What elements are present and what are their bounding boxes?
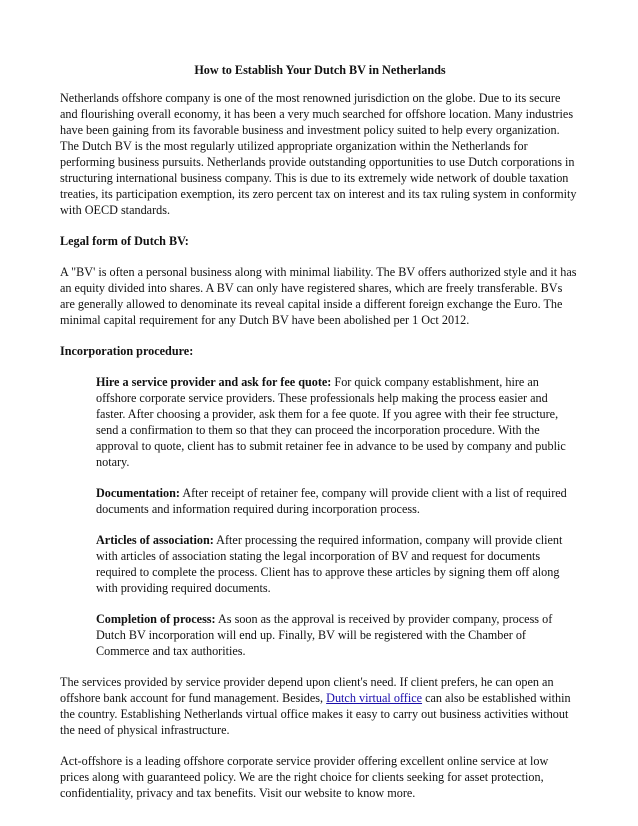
step-label: Documentation:: [96, 486, 180, 500]
services-text-end: can also be established within the country. Establishing Netherlands virtual office makes it easy to carry out business activities without the need of physical infrastructure.: [60, 691, 571, 737]
incorporation-heading: Incorporation procedure:: [60, 344, 194, 358]
step-text: After processing the required information, company will provide client with articles of association stating the legal incorporation of BV and request for documents required to complete the process. Client has to approve these articles by signing them off along with providing required documents.: [96, 533, 563, 595]
closing-paragraph: Act-offshore is a leading offshore corporate service provider offering excellent online service at low prices along with guaranteed policy. We are the right choice for clients seeking for asset protection, confidentiality, privacy and tax benefits. Visit our website to know more.: [60, 754, 549, 800]
intro-paragraph: Netherlands offshore company is one of the most renowned jurisdiction on the globe. Due to its secure and flourishing overall economy, it has been a very much searched for offshore location. Many industries have been gaining from its favorable business and investment policy suited to help every organization. The Dutch BV is the most regularly utilized appropriate organization within the Netherlands for performing business pursuits. Netherlands provide outstanding opportunities to use Dutch corporations in structuring international business company. This is due to its extremely wide network of double taxation treaties, its participation exemption, its zero percent tax on interest and its tax ruling system in conformity with OECD standards.: [60, 91, 577, 217]
list-item: [60, 374, 580, 470]
step-text: For quick company establishment, hire an offshore corporate service providers. These professionals help making the process easier and faster. After choosing a provider, ask them for a fee quote. If you agree with their fee structure, send a confirmation to them so that they can proceed the incorporation procedure. With the approval to quote, client has to submit retainer fee in advance to be used by company and public notary.: [96, 375, 566, 469]
list-item: [60, 485, 580, 517]
step-label: Completion of process:: [96, 612, 216, 626]
legal-form-heading: Legal form of Dutch BV:: [60, 234, 189, 248]
services-paragraph: [60, 674, 580, 738]
document-title: How to Establish Your Dutch BV in Netherlands: [194, 63, 446, 77]
legal-form-paragraph: A "BV' is often a personal business along with minimal liability. The BV offers authorized style and it has an equity divided into shares. A BV can only have registered shares, which are freely transferable. BVs are generally allowed to denominate its reveal capital inside a different foreign exchange the Euro. The minimal capital requirement for any Dutch BV have been abolished per 1 Oct 2012.: [60, 265, 577, 327]
incorporation-steps-list: [60, 374, 580, 659]
step-label: Articles of association:: [96, 533, 214, 547]
list-item: [60, 532, 580, 596]
step-label: Hire a service provider and ask for fee quote:: [96, 375, 332, 389]
list-item: [60, 611, 580, 659]
step-text: After receipt of retainer fee, company will provide client with a list of required documents and information required during incorporation process.: [96, 486, 567, 516]
dutch-virtual-office-link[interactable]: Dutch virtual office: [326, 691, 423, 705]
services-text-start: The services provided by service provider depend upon client's need. If client prefers, he can open an offshore bank account for fund management. Besides,: [60, 675, 554, 705]
step-text: As soon as the approval is received by provider company, process of Dutch BV incorporation will end up. Finally, BV will be registered with the Chamber of Commerce and tax authorities.: [96, 612, 553, 658]
